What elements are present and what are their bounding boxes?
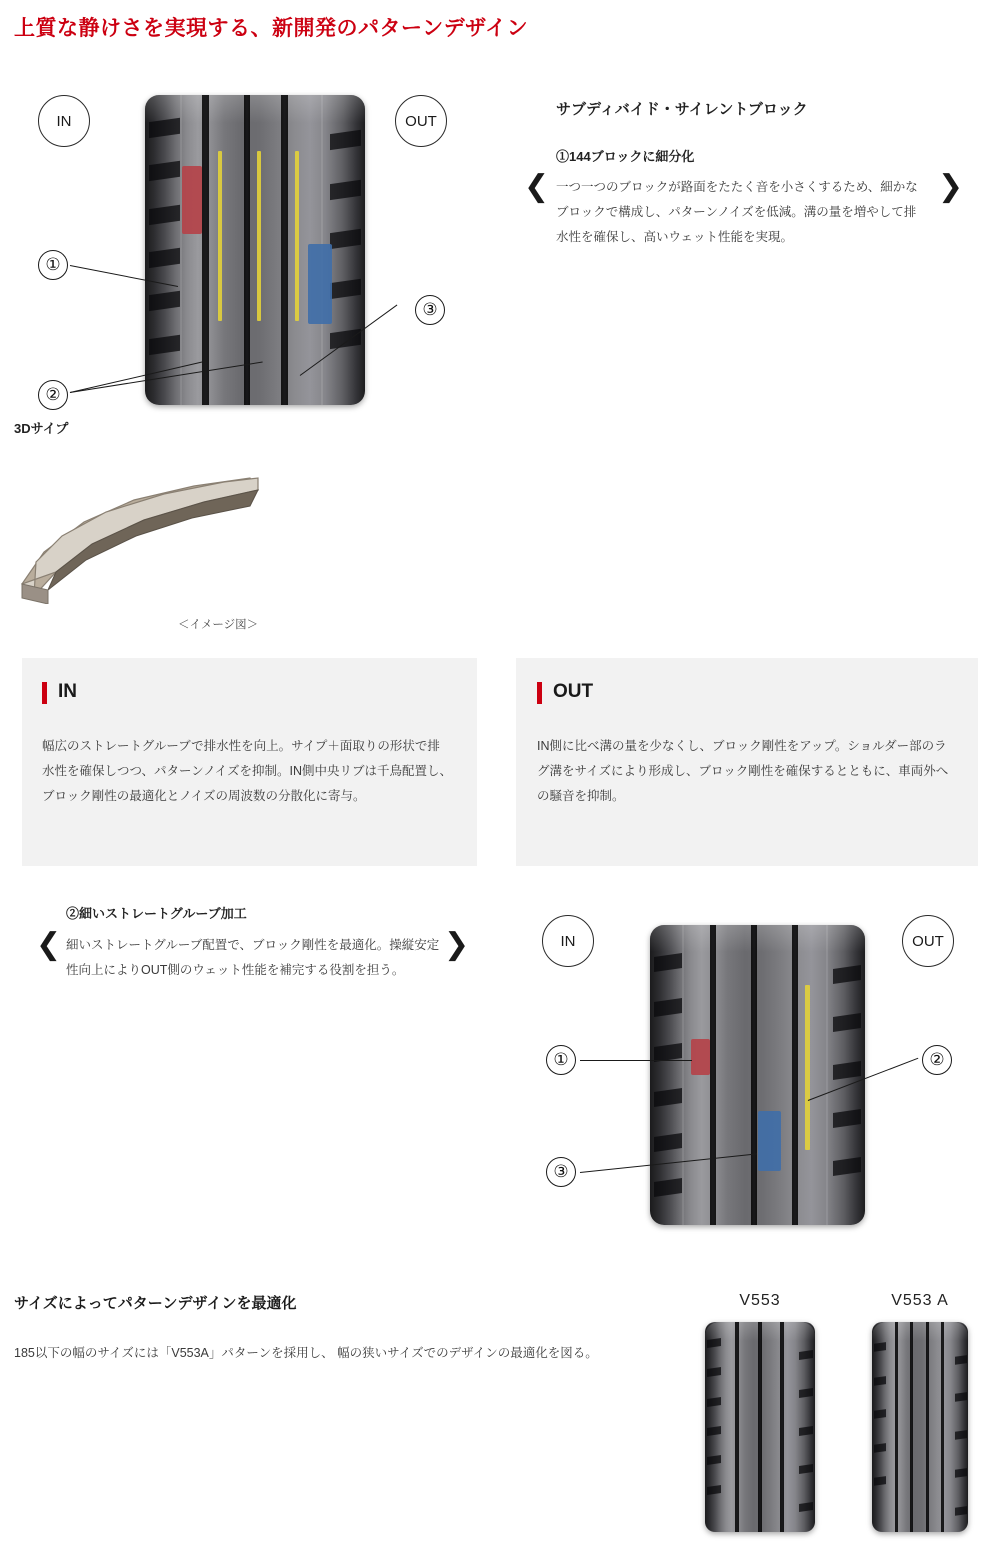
straight-groove-body: 細いストレートグルーブ配置で、ブロック剛性を最適化。操縦安定性向上によりOUT側のウェット性能を補完する役割を担う。 <box>66 938 440 977</box>
mini-tire-v553a <box>872 1322 968 1532</box>
model-label-v553a: V553 A <box>891 1292 949 1309</box>
bottom-highlight-yellow <box>805 985 810 1150</box>
tire-tread-image <box>145 95 365 405</box>
bottom-tire-out-badge: OUT <box>902 915 954 967</box>
bottom-callout-3: ③ <box>546 1157 576 1187</box>
model-label-v553: V553 <box>739 1292 781 1309</box>
panel-in-title: IN <box>58 681 77 702</box>
straight-groove-sub-heading: ②細いストレートグルーブ加工 <box>66 906 247 921</box>
highlight-shoulder-blue <box>308 244 332 325</box>
page-title: 上質な静けさを実現する、新開発のパターンデザイン <box>14 17 529 40</box>
subdivide-heading: サブディバイド・サイレントブロック <box>556 101 808 118</box>
bottom-tire-tread-image <box>650 925 865 1225</box>
panel-out-accent-bar <box>537 682 542 704</box>
top-tire-figure <box>0 70 520 410</box>
bottom-leader-1 <box>580 1060 692 1061</box>
subdivide-sub-heading: ①144ブロックに細分化 <box>556 149 695 164</box>
highlight-groove-yellow-1 <box>218 151 222 322</box>
size-optimization-body: 185以下の幅のサイズには「V553A」パターンを採用し、 幅の狭いサイズでのデザインの最適化を図る。 <box>14 1346 598 1360</box>
straight-groove-next-arrow-icon[interactable]: ❯ <box>444 927 470 962</box>
bottom-highlight-red <box>691 1039 710 1075</box>
bottom-highlight-blue <box>758 1111 782 1171</box>
sipe-image <box>14 444 270 604</box>
callout-1: ① <box>38 250 68 280</box>
panel-out-title: OUT <box>553 681 594 702</box>
bottom-callout-2: ② <box>922 1045 952 1075</box>
tire-out-badge: OUT <box>395 95 447 147</box>
bottom-tire-in-badge: IN <box>542 915 594 967</box>
highlight-groove-yellow-3 <box>295 151 299 322</box>
straight-groove-prev-arrow-icon[interactable]: ❮ <box>36 927 62 962</box>
mini-tire-v553 <box>705 1322 815 1532</box>
panel-in-accent-bar <box>42 682 47 704</box>
highlight-groove-yellow-2 <box>257 151 261 322</box>
sipe-caption: ＜イメージ図＞ <box>178 619 259 631</box>
tire-in-badge: IN <box>38 95 90 147</box>
bottom-tire-figure <box>510 895 1000 1245</box>
sipe-title: 3Dサイプ <box>14 421 69 436</box>
size-optimization-title: サイズによってパターンデザインを最適化 <box>14 1295 297 1312</box>
highlight-block-red <box>182 166 202 234</box>
prev-arrow-icon[interactable]: ❮ <box>524 169 550 204</box>
panel-out-body: IN側に比べ溝の量を少なくし、ブロック剛性をアップ。ショルダー部のラグ溝をサイズにより形成し、ブロック剛性を確保するとともに、車両外への騒音を抑制。 <box>537 739 949 803</box>
callout-3: ③ <box>415 295 445 325</box>
callout-2: ② <box>38 380 68 410</box>
bottom-callout-1: ① <box>546 1045 576 1075</box>
next-arrow-icon[interactable]: ❯ <box>938 169 964 204</box>
panel-in-body: 幅広のストレートグルーブで排水性を向上。サイプ＋面取りの形状で排水性を確保しつつ、パターンノイズを抑制。IN側中央リブは千鳥配置し、ブロック剛性の最適化とノイズの周波数の分散化に寄与。 <box>42 739 453 803</box>
subdivide-body: 一つ一つのブロックが路面をたたく音を小さくするため、細かなブロックで構成し、パターンノイズを低減。溝の量を増やして排水性を確保し、高いウェット性能を実現。 <box>556 180 918 244</box>
